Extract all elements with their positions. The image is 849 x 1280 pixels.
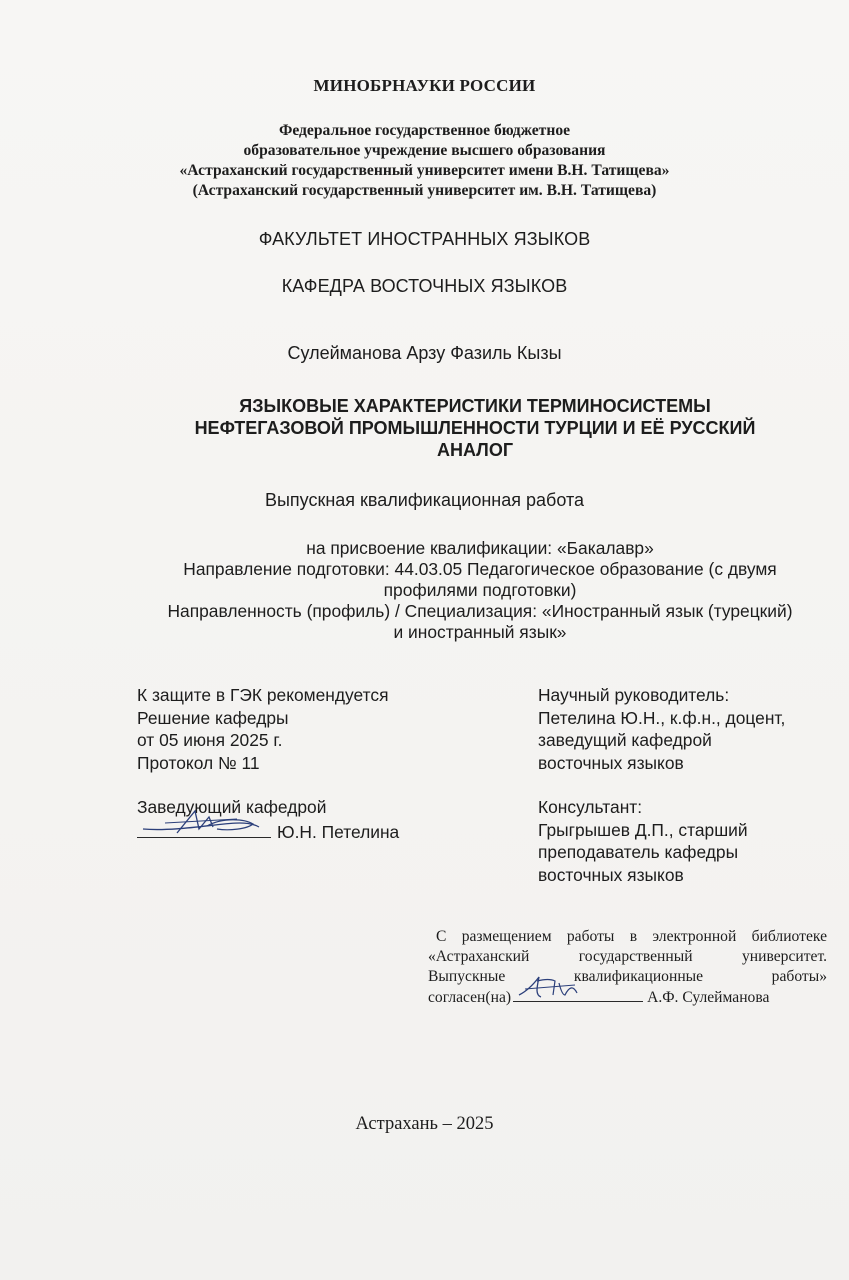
- protocol-number: Протокол № 11: [137, 752, 260, 773]
- consent-line: «Астраханский государственный университет.: [428, 948, 827, 965]
- consultant-label: Консультант:: [538, 797, 643, 817]
- consultant-line: преподаватель кафедры: [538, 842, 739, 862]
- supervisor-block: [538, 684, 785, 886]
- author-name: Сулейманова Арзу Фазиль Кызы: [287, 343, 562, 363]
- recommend-text: К защите в ГЭК рекомендуется: [137, 685, 389, 705]
- institution-line: «Астраханский государственный университет имени В.Н. Татищева»: [179, 162, 670, 179]
- head-signature-line: [137, 819, 271, 838]
- thesis-title: [120, 395, 830, 461]
- institution-line: (Астраханский государственный университет им. В.Н. Татищева): [192, 182, 657, 199]
- consultant-line: Грыгрышев Д.П., старший: [538, 819, 748, 840]
- supervisor-line: восточных языков: [538, 752, 684, 773]
- title-line: ЯЗЫКОВЫЕ ХАРАКТЕРИСТИКИ ТЕРМИНОСИСТЕМЫ: [239, 396, 711, 416]
- qualification-line: на присвоение квалификации: «Бакалавр»: [306, 538, 654, 558]
- title-line: НЕФТЕГАЗОВОЙ ПРОМЫШЛЕННОСТИ ТУРЦИИ И ЕЁ РУССКИЙ: [194, 418, 756, 438]
- work-type: Выпускная квалификационная работа: [264, 490, 585, 510]
- decision-date: от 05 июня 2025 г.: [137, 730, 283, 750]
- consent-signature-row: [428, 987, 827, 1008]
- institution-line: Федеральное государственное бюджетное: [278, 122, 571, 139]
- qualification-line: и иностранный язык»: [393, 622, 567, 642]
- consent-line: С размещением работы в электронной библиотеке: [436, 928, 827, 945]
- qualification-line: Направление подготовки: 44.03.05 Педагогическое образование (с двумя: [183, 559, 777, 579]
- head-signature-row: [137, 819, 399, 844]
- student-signature-icon: [515, 971, 595, 1005]
- qualification-block: [120, 538, 840, 643]
- student-name: А.Ф. Сулейманова: [647, 989, 770, 1006]
- head-name: Ю.Н. Петелина: [277, 821, 400, 842]
- head-signature-icon: [137, 807, 271, 841]
- title-line: АНАЛОГ: [436, 440, 514, 460]
- department-name: КАФЕДРА ВОСТОЧНЫХ ЯЗЫКОВ: [281, 276, 568, 296]
- qualification-line: профилями подготовки): [383, 580, 577, 600]
- supervisor-line: заведущий кафедрой: [538, 730, 712, 750]
- consultant-line: восточных языков: [538, 864, 684, 885]
- city-year: Астрахань – 2025: [355, 1114, 494, 1134]
- institution-name: [0, 121, 849, 201]
- defense-recommendation-block: [137, 684, 399, 843]
- consent-line: Выпускные квалификационные работы»: [428, 968, 827, 985]
- library-consent-block: [428, 927, 827, 1008]
- agree-label: согласен(на): [428, 989, 512, 1006]
- decision-text: Решение кафедры: [137, 707, 289, 728]
- supervisor-line: Петелина Ю.Н., к.ф.н., доцент,: [538, 707, 786, 728]
- ministry-header: МИНОБРНАУКИ РОССИИ: [313, 76, 536, 95]
- faculty-name: ФАКУЛЬТЕТ ИНОСТРАННЫХ ЯЗЫКОВ: [258, 229, 591, 249]
- head-title: Заведующий кафедрой: [137, 797, 327, 817]
- student-signature-line: [513, 987, 643, 1002]
- qualification-line: Направленность (профиль) / Специализация: «Иностранный язык (турецкий): [167, 601, 793, 621]
- supervisor-label: Научный руководитель:: [538, 685, 730, 705]
- institution-line: образовательное учреждение высшего образования: [243, 142, 606, 159]
